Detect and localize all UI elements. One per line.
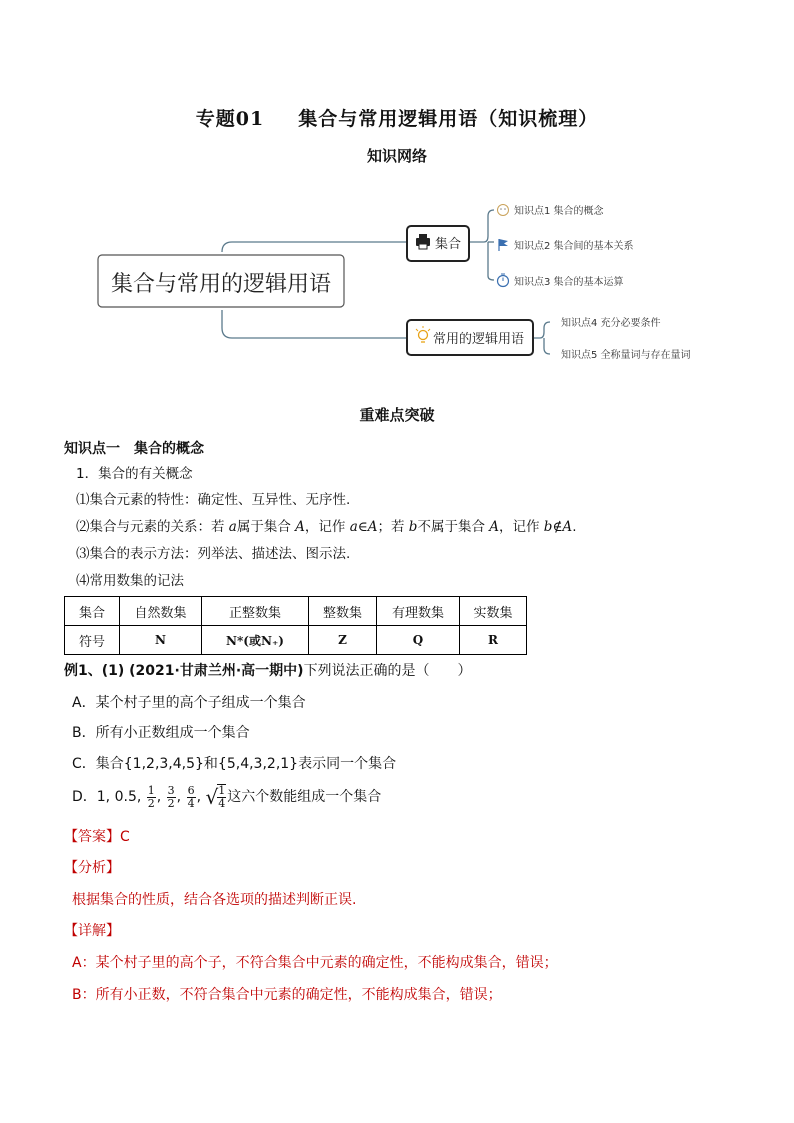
table-cell: N*(或N₊) [202,626,309,655]
table-cell: R [460,626,527,655]
mind-map-item-3 [498,274,624,288]
table-cell: 符号 [65,626,120,655]
option-d-suffix: 这六个数能组成一个集合 [227,789,382,805]
text: 属于集合 [236,519,296,535]
denominator: 4 [218,797,226,810]
table-cell: 自然数集 [120,597,202,626]
text: ⑵集合与元素的关系：若 [76,519,229,535]
page-subtitle: 知识网络 [366,147,427,165]
kp1-line-2: ⑴集合元素的特性：确定性、互异性、无序性. [76,492,351,508]
mind-map-item-2 [499,239,634,252]
mind-map-branch-logic [407,320,533,355]
table-cell: 有理数集 [377,597,460,626]
kp1-line-4: ⑶集合的表示方法：列举法、描述法、图示法. [76,546,351,562]
option-d: D．1, 0.5, $\frac{1}{2}$ , $\frac{3}{2}$ , $\frac{6}{4}$ , √ $\frac{1}{4}$ 这六个数能组成一个集合 [72,783,382,810]
kp1-line-1: 1．集合的有关概念 [76,466,193,482]
option-b: B．所有小正数组成一个集合 [72,725,250,741]
detail-a: A：某个村子里的高个子，不符合集合中元素的确定性，不能构成集合，错误； [72,955,558,971]
fraction [147,785,156,810]
option-d-prefix: D．1, 0.5, [72,789,142,805]
branch-sets-label: 集合 [435,237,462,252]
answer: 【答案】C [64,829,130,845]
var: b∉A [543,519,573,535]
table-cell: Q [377,626,460,655]
detail-label: 【详解】 [64,923,120,939]
title-number: 专题01 [195,108,265,130]
table-cell: 正整数集 [202,597,309,626]
fraction [217,784,226,810]
table-row [65,597,527,626]
branch-logic-label: 常用的逻辑用语 [433,332,525,347]
radical-sign: √ [205,785,219,809]
table-cell: 实数集 [460,597,527,626]
flag-icon [499,239,508,251]
denominator: 4 [187,796,195,810]
numerator: 1 [147,783,155,797]
mind-map-root-label: 集合与常用的逻辑用语 [110,272,332,297]
option-a: A．某个村子里的高个子组成一个集合 [72,695,306,711]
example-question [64,660,472,680]
numerator: 1 [218,784,226,797]
table-cell: Z [309,626,377,655]
var: A [295,519,305,535]
denominator: 2 [167,796,175,810]
table-cell: 整数集 [309,597,377,626]
text: . [572,519,577,535]
mind-map-item-2-label: 知识点2 集合间的基本关系 [514,241,634,252]
text: ，记作 [304,519,350,535]
analysis-text: 根据集合的性质，结合各选项的描述判断正误. [72,892,357,908]
numerator: 6 [187,783,195,797]
fraction [167,785,176,810]
table-cell: 集合 [65,597,120,626]
mind-map-item-3-label: 知识点3 集合的基本运算 [514,277,624,288]
smile-icon [498,205,509,216]
mind-map-item-5-label: 知识点5 全称量词与存在量词 [561,350,691,361]
mind-map-item-1 [498,204,605,217]
table-row [65,626,527,655]
section-title: 重难点突破 [359,406,435,424]
mind-map-branch-sets [407,226,469,261]
var: A [489,519,499,535]
var: b [408,519,418,535]
kp1-line-3 [76,515,576,535]
number-sets-table [64,596,527,655]
var: a∈A [349,519,378,535]
text: 不属于集合 [417,519,490,535]
numerator: 3 [167,783,175,797]
denominator: 2 [147,796,155,810]
analysis-label: 【分析】 [64,860,120,876]
title-text: 集合与常用逻辑用语（知识梳理） [298,108,599,130]
example-question-text: 下列说法正确的是（ ） [303,663,472,679]
table-cell: N [120,626,202,655]
mind-map [0,190,794,380]
example-prefix: 例1、(1) (2021·甘肃兰州·高一期中) [64,663,304,679]
page-title [0,104,794,131]
var: a [228,519,237,535]
mind-map-item-4-label: 知识点4 充分必要条件 [561,318,661,329]
square-root [205,784,227,810]
detail-b: B：所有小正数，不符合集合中元素的确定性，不能构成集合，错误； [72,987,502,1003]
stopwatch-icon [498,274,509,287]
text: ，记作 [499,519,544,535]
kp1-line-5: ⑷常用数集的记法 [76,573,184,589]
mind-map-item-1-label: 知识点1 集合的概念 [514,206,604,217]
fraction [187,785,196,810]
kp1-title: 知识点一 集合的概念 [64,441,204,457]
option-c: C．集合{1,2,3,4,5}和{5,4,3,2,1}表示同一个集合 [72,756,397,772]
mind-map-root [98,255,344,307]
text: ；若 [377,519,409,535]
